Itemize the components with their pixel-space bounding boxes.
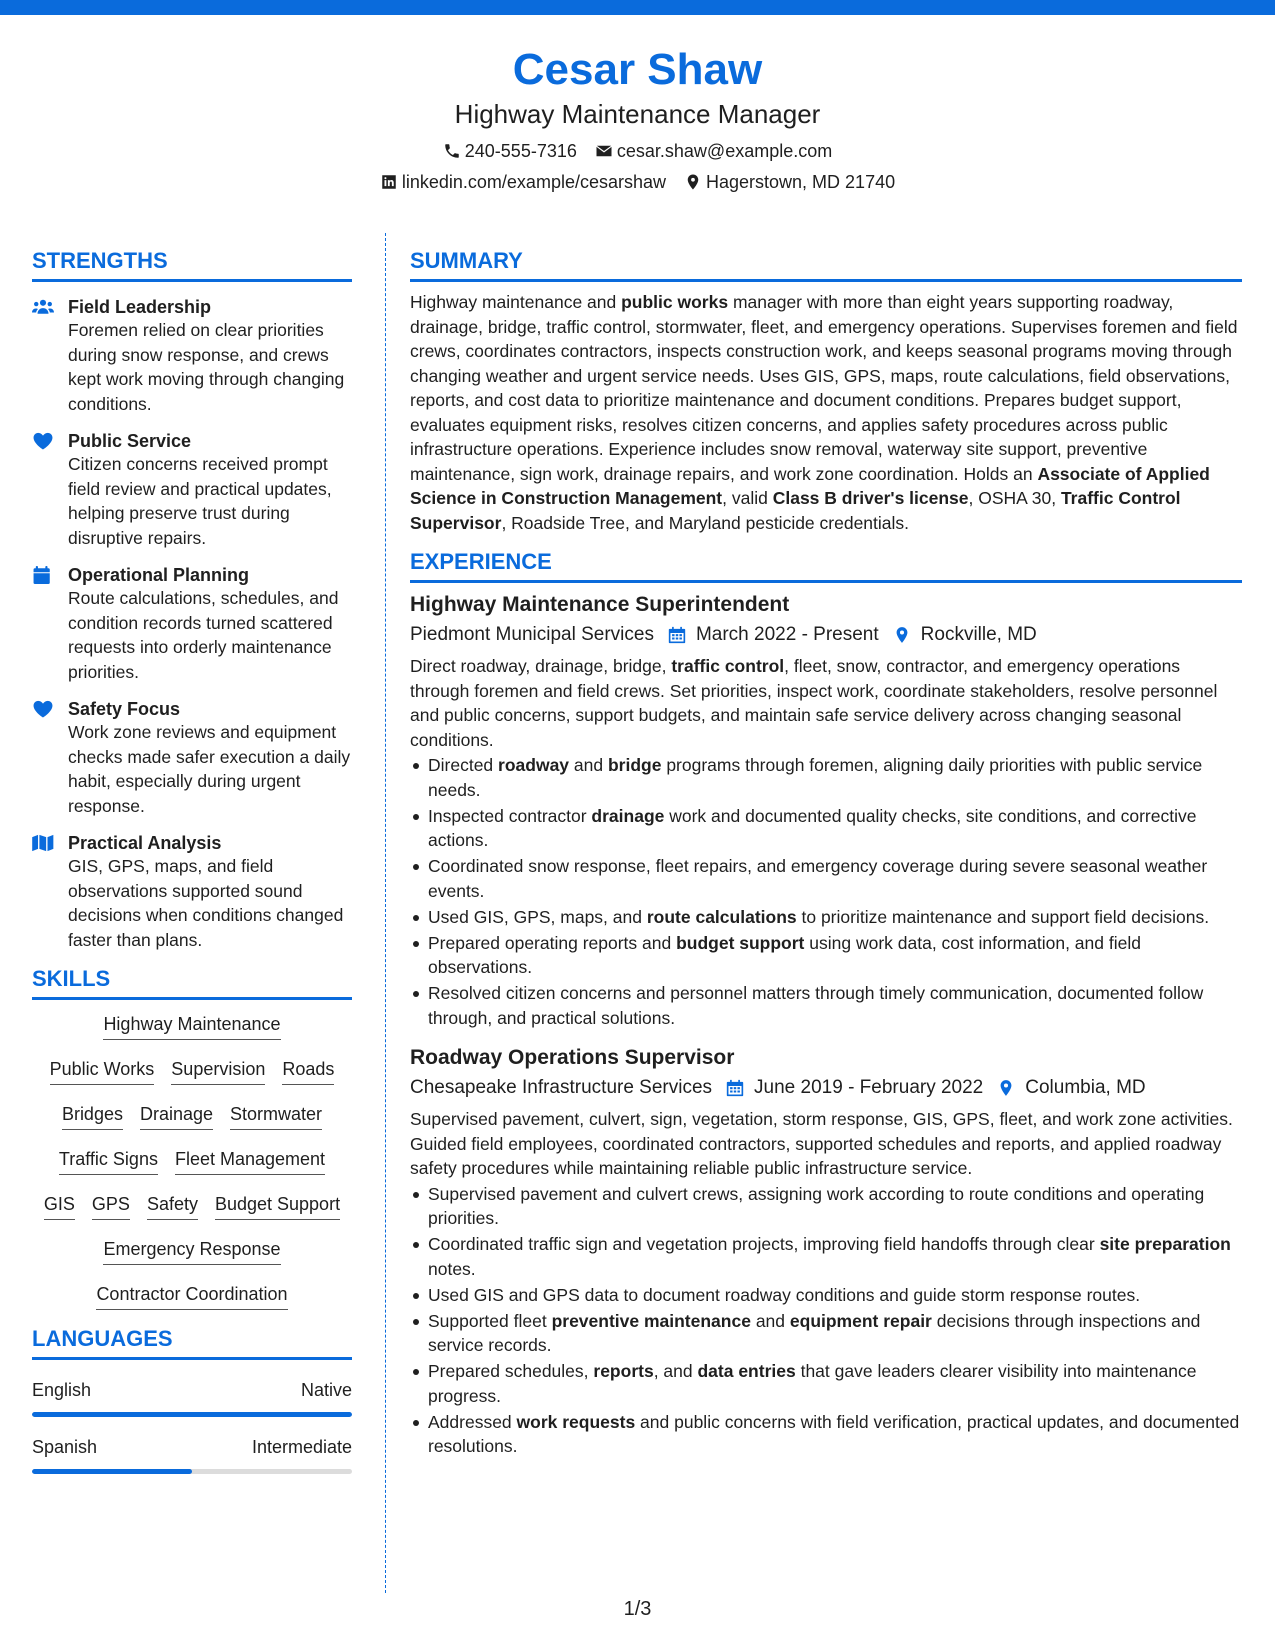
job-bullet: Coordinated traffic sign and vegetation projects, improving field handoffs through clear site preparation notes. xyxy=(410,1232,1242,1281)
language-item xyxy=(32,1435,352,1474)
location-text: Hagerstown, MD 21740 xyxy=(706,172,896,192)
experience-heading: EXPERIENCE xyxy=(410,549,552,574)
contact-phone[interactable] xyxy=(443,140,577,162)
resume-header xyxy=(0,44,1275,193)
column-divider xyxy=(385,233,386,1593)
strength-description: Work zone reviews and equipment checks made safer execution a daily habit, especially during urgent response. xyxy=(68,722,351,816)
skill-row xyxy=(32,1102,352,1147)
job-location: Columbia, MD xyxy=(1025,1077,1146,1098)
job-bullets xyxy=(410,1182,1242,1459)
right-column xyxy=(410,248,1242,1460)
language-proficiency-bar xyxy=(32,1469,352,1474)
language-item xyxy=(32,1378,352,1417)
phone-text: 240-555-7316 xyxy=(464,141,577,161)
map-pin-icon xyxy=(997,1079,1015,1097)
strengths-rule xyxy=(32,279,352,282)
envelope-icon xyxy=(595,142,613,160)
skill-tag: Safety xyxy=(147,1192,198,1220)
language-proficiency-fill xyxy=(32,1469,192,1474)
email-text: cesar.shaw@example.com xyxy=(616,141,833,161)
languages-heading: LANGUAGES xyxy=(32,1326,173,1351)
job-bullet: Coordinated snow response, fleet repairs, and emergency coverage during severe seasonal weather events. xyxy=(410,854,1242,903)
strength-description: Citizen concerns received prompt field review and practical updates, helping preserve trust during disruptive repairs. xyxy=(68,454,332,548)
skill-row xyxy=(32,1192,352,1237)
job-meta xyxy=(410,621,1242,649)
linkedin-text: linkedin.com/example/cesarshaw xyxy=(401,172,666,192)
summary-heading: SUMMARY xyxy=(410,248,523,273)
skill-row xyxy=(32,1147,352,1192)
phone-icon xyxy=(443,142,461,160)
languages-section xyxy=(32,1326,352,1474)
strength-item xyxy=(32,832,352,952)
strength-title: Practical Analysis xyxy=(68,833,222,853)
language-level: Native xyxy=(300,1380,352,1400)
skills-section xyxy=(32,966,352,1327)
strengths-section xyxy=(32,248,352,952)
skills-heading: SKILLS xyxy=(32,966,111,991)
job-bullet: Resolved citizen concerns and personnel matters through timely communication, documented follow through, and practical solutions. xyxy=(410,981,1242,1030)
job-description: Direct roadway, drainage, bridge, traffic control, fleet, snow, contractor, and emergency operations through foremen and field crews. Set priorities, inspect work, coordinate stakeholders, resolve personnel and public concerns, support budgets, and maintain safe service delivery across changing seasonal conditions. xyxy=(410,656,1218,750)
experience-section xyxy=(410,549,1242,1459)
users-icon xyxy=(32,296,54,416)
heart-icon xyxy=(32,698,54,818)
job-bullets xyxy=(410,753,1242,1030)
contact-email[interactable] xyxy=(595,140,832,162)
strength-title: Operational Planning xyxy=(68,565,250,585)
strength-description: GIS, GPS, maps, and field observations supported sound decisions when conditions changed faster than plans. xyxy=(68,856,344,950)
strength-description: Route calculations, schedules, and condition records turned scattered requests into orderly maintenance priorities. xyxy=(68,588,339,682)
job-bullet: Directed roadway and bridge programs through foremen, aligning daily priorities with public service needs. xyxy=(410,753,1242,802)
skill-row xyxy=(32,1012,352,1057)
job-bullet: Inspected contractor drainage work and documented quality checks, site conditions, and corrective actions. xyxy=(410,804,1242,853)
skill-tag: Supervision xyxy=(171,1057,265,1085)
strength-description: Foremen relied on clear priorities during snow response, and crews kept work moving through changing conditions. xyxy=(68,320,345,414)
job-role: Roadway Operations Supervisor xyxy=(410,1046,735,1069)
job-company: Chesapeake Infrastructure Services xyxy=(410,1077,713,1098)
skill-tag: Contractor Coordination xyxy=(96,1282,287,1310)
contact-row-secondary xyxy=(0,171,1275,193)
summary-section xyxy=(410,248,1242,535)
strength-title: Safety Focus xyxy=(68,699,181,719)
skills-rule xyxy=(32,997,352,1000)
skill-tag: Bridges xyxy=(62,1102,123,1130)
map-icon xyxy=(32,832,54,952)
skill-tag: GIS xyxy=(44,1192,75,1220)
job-role: Highway Maintenance Superintendent xyxy=(410,593,790,616)
experience-rule xyxy=(410,580,1242,583)
skill-row xyxy=(32,1282,352,1327)
skill-tag: Traffic Signs xyxy=(59,1147,158,1175)
job-bullet: Supervised pavement and culvert crews, assigning work according to route conditions and operating priorities. xyxy=(410,1182,1242,1231)
summary-rule xyxy=(410,279,1242,282)
skill-tag: Public Works xyxy=(50,1057,155,1085)
calendar-icon xyxy=(668,626,686,644)
linkedin-icon xyxy=(380,173,398,191)
language-proficiency-bar xyxy=(32,1412,352,1417)
job-dates: June 2019 - February 2022 xyxy=(754,1077,984,1098)
language-name: English xyxy=(32,1380,92,1400)
strength-title: Public Service xyxy=(68,431,192,451)
skill-tag: Drainage xyxy=(140,1102,213,1130)
skill-tag: Fleet Management xyxy=(175,1147,325,1175)
contact-linkedin[interactable] xyxy=(380,171,666,193)
candidate-title: Highway Maintenance Manager xyxy=(454,99,821,129)
job-dates: March 2022 - Present xyxy=(695,624,879,645)
strength-title: Field Leadership xyxy=(68,297,212,317)
strength-item xyxy=(32,430,352,550)
map-pin-icon xyxy=(684,173,702,191)
language-proficiency-fill xyxy=(32,1412,352,1417)
strength-item xyxy=(32,564,352,684)
skill-tag: Emergency Response xyxy=(103,1237,280,1265)
page-number: 1/3 xyxy=(623,1598,652,1620)
job-description: Supervised pavement, culvert, sign, vegetation, storm response, GIS, GPS, fleet, and work zone activities. Guided field employees, coordinated contractors, supported schedules and reports, and applied roadway safety procedures while maintaining reliable public infrastructure service. xyxy=(410,1109,1233,1178)
skills-list xyxy=(32,1012,352,1327)
language-level: Intermediate xyxy=(251,1437,352,1457)
skill-row xyxy=(32,1237,352,1282)
job-bullet: Used GIS, GPS, maps, and route calculations to prioritize maintenance and support field decisions. xyxy=(410,905,1242,930)
job-meta xyxy=(410,1074,1242,1102)
skill-tag: Stormwater xyxy=(230,1102,322,1130)
job-bullet: Supported fleet preventive maintenance and equipment repair decisions through inspections and service records. xyxy=(410,1309,1242,1358)
contact-row-primary xyxy=(0,140,1275,162)
strengths-list xyxy=(32,296,352,952)
heart-icon xyxy=(32,430,54,550)
top-accent-bar xyxy=(0,0,1275,15)
contact-location xyxy=(684,171,895,193)
left-column xyxy=(32,248,352,1457)
job-entry xyxy=(410,1044,1242,1459)
job-location: Rockville, MD xyxy=(920,624,1037,645)
job-entry xyxy=(410,591,1242,1030)
map-pin-icon xyxy=(893,626,911,644)
skill-tag: Roads xyxy=(282,1057,334,1085)
candidate-name: Cesar Shaw xyxy=(512,45,763,94)
skill-tag: GPS xyxy=(92,1192,130,1220)
job-bullet: Prepared schedules, reports, and data entries that gave leaders clearer visibility into maintenance progress. xyxy=(410,1359,1242,1408)
strength-item xyxy=(32,296,352,416)
job-bullet: Prepared operating reports and budget support using work data, cost information, and field observations. xyxy=(410,931,1242,980)
job-bullet: Addressed work requests and public concerns with field verification, practical updates, and documented resolutions. xyxy=(410,1410,1242,1459)
strength-item xyxy=(32,698,352,818)
skill-tag: Budget Support xyxy=(215,1192,340,1220)
calendar-icon xyxy=(726,1079,744,1097)
skill-row xyxy=(32,1057,352,1102)
skill-tag: Highway Maintenance xyxy=(103,1012,280,1040)
languages-list xyxy=(32,1378,352,1474)
job-company: Piedmont Municipal Services xyxy=(410,624,654,645)
experience-list xyxy=(410,591,1242,1459)
strengths-heading: STRENGTHS xyxy=(32,248,168,273)
summary-text: Highway maintenance and public works manager with more than eight years supporting roadway, drainage, bridge, traffic control, stormwater, fleet, and emergency operations. Supervises foremen and field crews, coordinates contractors, inspects construction work, and keeps seasonal programs moving through changing weather and urgent service needs. Uses GIS, GPS, maps, route calculations, field observations, reports, and cost data to prioritize maintenance and document conditions. Prepares budget support, evaluates equipment risks, resolves citizen concerns, and applies safety procedures across public infrastructure operations. Experience includes snow removal, waterway site support, preventive maintenance, sign work, drainage repairs, and work zone coordination. Holds an Associate of Applied Science in Construction Management, valid Class B driver's license, OSHA 30, Traffic Control Supervisor, Roadside Tree, and Maryland pesticide credentials. xyxy=(410,292,1238,533)
calendar-icon xyxy=(32,564,54,684)
job-bullet: Used GIS and GPS data to document roadway conditions and guide storm response routes. xyxy=(410,1283,1242,1308)
languages-rule xyxy=(32,1357,352,1360)
language-name: Spanish xyxy=(32,1437,98,1457)
